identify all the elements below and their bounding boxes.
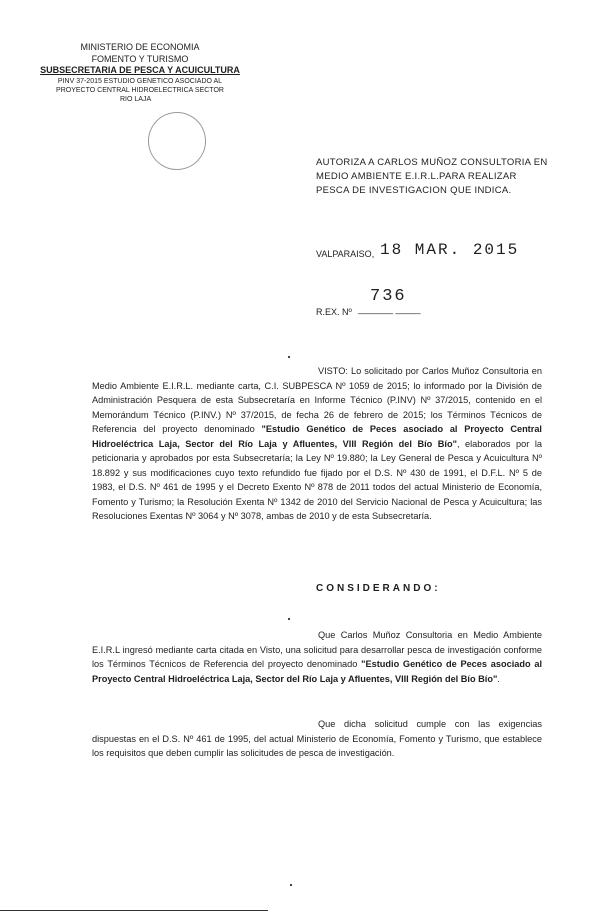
visto-paragraph <box>92 364 542 524</box>
ministry-subname: FOMENTO Y TURISMO <box>91 53 189 64</box>
resolution-subject: AUTORIZA A CARLOS MUÑOZ CONSULTORIA EN MEDIO AMBIENTE E.I.R.L.PARA REALIZAR PESCA DE INVESTIGACION QUE INDICA. <box>316 157 548 196</box>
visto-text-1: Lo solicitado por Carlos Muñoz Consultoria en Medio Ambiente E.I.R.L. mediante carta, C.I. SUBPESCA Nº 1059 de 2015; lo informado por la División de Administración Pesquera de esta Subsecretaría en Informe Técnico (P.INV) Nº 37/2015, contenido en el Memorándum Técnico (P.INV.) Nº 37/2015, de fecha 26 de febrero de 2015; los Términos Técnicos de Referencia del proyecto denominado <box>92 366 542 434</box>
reference-line-2: PROYECTO CENTRAL HIDROELECTRICA SECTOR <box>56 86 224 94</box>
considerando-paragraph-2 <box>92 717 542 761</box>
subsecretaria-name: SUBSECRETARIA DE PESCA Y ACUICULTURA <box>40 65 240 75</box>
considerando-paragraph-1 <box>92 628 542 686</box>
considerando-heading: CONSIDERANDO: <box>316 583 441 594</box>
reference-line-1: PINV 37-2015 ESTUDIO GENETICO ASOCIADO AL <box>57 77 223 85</box>
resolution-date: 18 MAR. 2015 <box>380 241 520 259</box>
visto-text-2: , elaborados por la peticionaria y aprobados por esta Subsecretaría; la Ley Nº 19.880; la Ley General de Pesca y Acuicultura Nº 18.892 y sus modificaciones cuyo texto refundido fue fijado por el D.S. Nº 430 de 1991, el D.F.L. Nº 5 de 1983, el D.S. Nº 461 de 1995 y el Decreto Exento Nº 878 de 2011 todos del actual Ministerio de Economía, Fomento y Turismo; la Resolución Exenta Nº 1342 de 2010 del Servicio Nacional de Pesca y Acuicultura; las Resoluciones Exentas Nº 3064 y Nº 3078, ambas de 2010 y de esta Subsecretaría. <box>92 438 542 521</box>
resolution-label: R.EX. Nº <box>316 307 352 317</box>
page-mark-3 <box>290 884 292 886</box>
considerando-1-text: Que Carlos Muñoz Consultoria en Medio Ambiente E.I.R.L ingresó mediante carta citada en Visto, una solicitud para desarrollar pesca de investigación conforme los Términos Técnicos de Referencia del proyecto denominado <box>92 630 542 669</box>
letterhead <box>40 42 240 104</box>
footer-rule <box>0 910 268 911</box>
resolution-blanks: _______ _____ <box>358 304 421 314</box>
visto-heading: VISTO: <box>318 366 348 376</box>
resolution-number: 736 <box>370 287 407 306</box>
considerando-2-text: Que dicha solicitud cumple con las exigencias dispuestas en el D.S. Nº 461 de 1995, del actual Ministerio de Economía, Fomento y Turismo, que establece los requisitos que deben cumplir las solicitudes de pesca de investigación. <box>92 719 542 758</box>
page-mark-2 <box>288 618 290 620</box>
ministry-name: MINISTERIO DE ECONOMIA <box>80 42 200 52</box>
reference-line-3: RIO LAJA <box>120 95 152 103</box>
considerando-1-end: . <box>497 673 500 684</box>
official-stamp <box>143 107 212 176</box>
visto-project-name: "Estudio Genético de Peces asociado al Proyecto Central Hidroeléctrica Laja, Sector del Río Laja y Afluentes, VIII Región del Bío Bío" <box>92 424 542 449</box>
page-mark <box>288 356 290 358</box>
place-label: VALPARAISO, <box>316 249 375 259</box>
considerando-1-project-name: "Estudio Genético de Peces asociado al Proyecto Central Hidroeléctrica Laja, Sector del Río Laja y Afluentes, VIII Región del Bío Bío" <box>92 659 542 684</box>
